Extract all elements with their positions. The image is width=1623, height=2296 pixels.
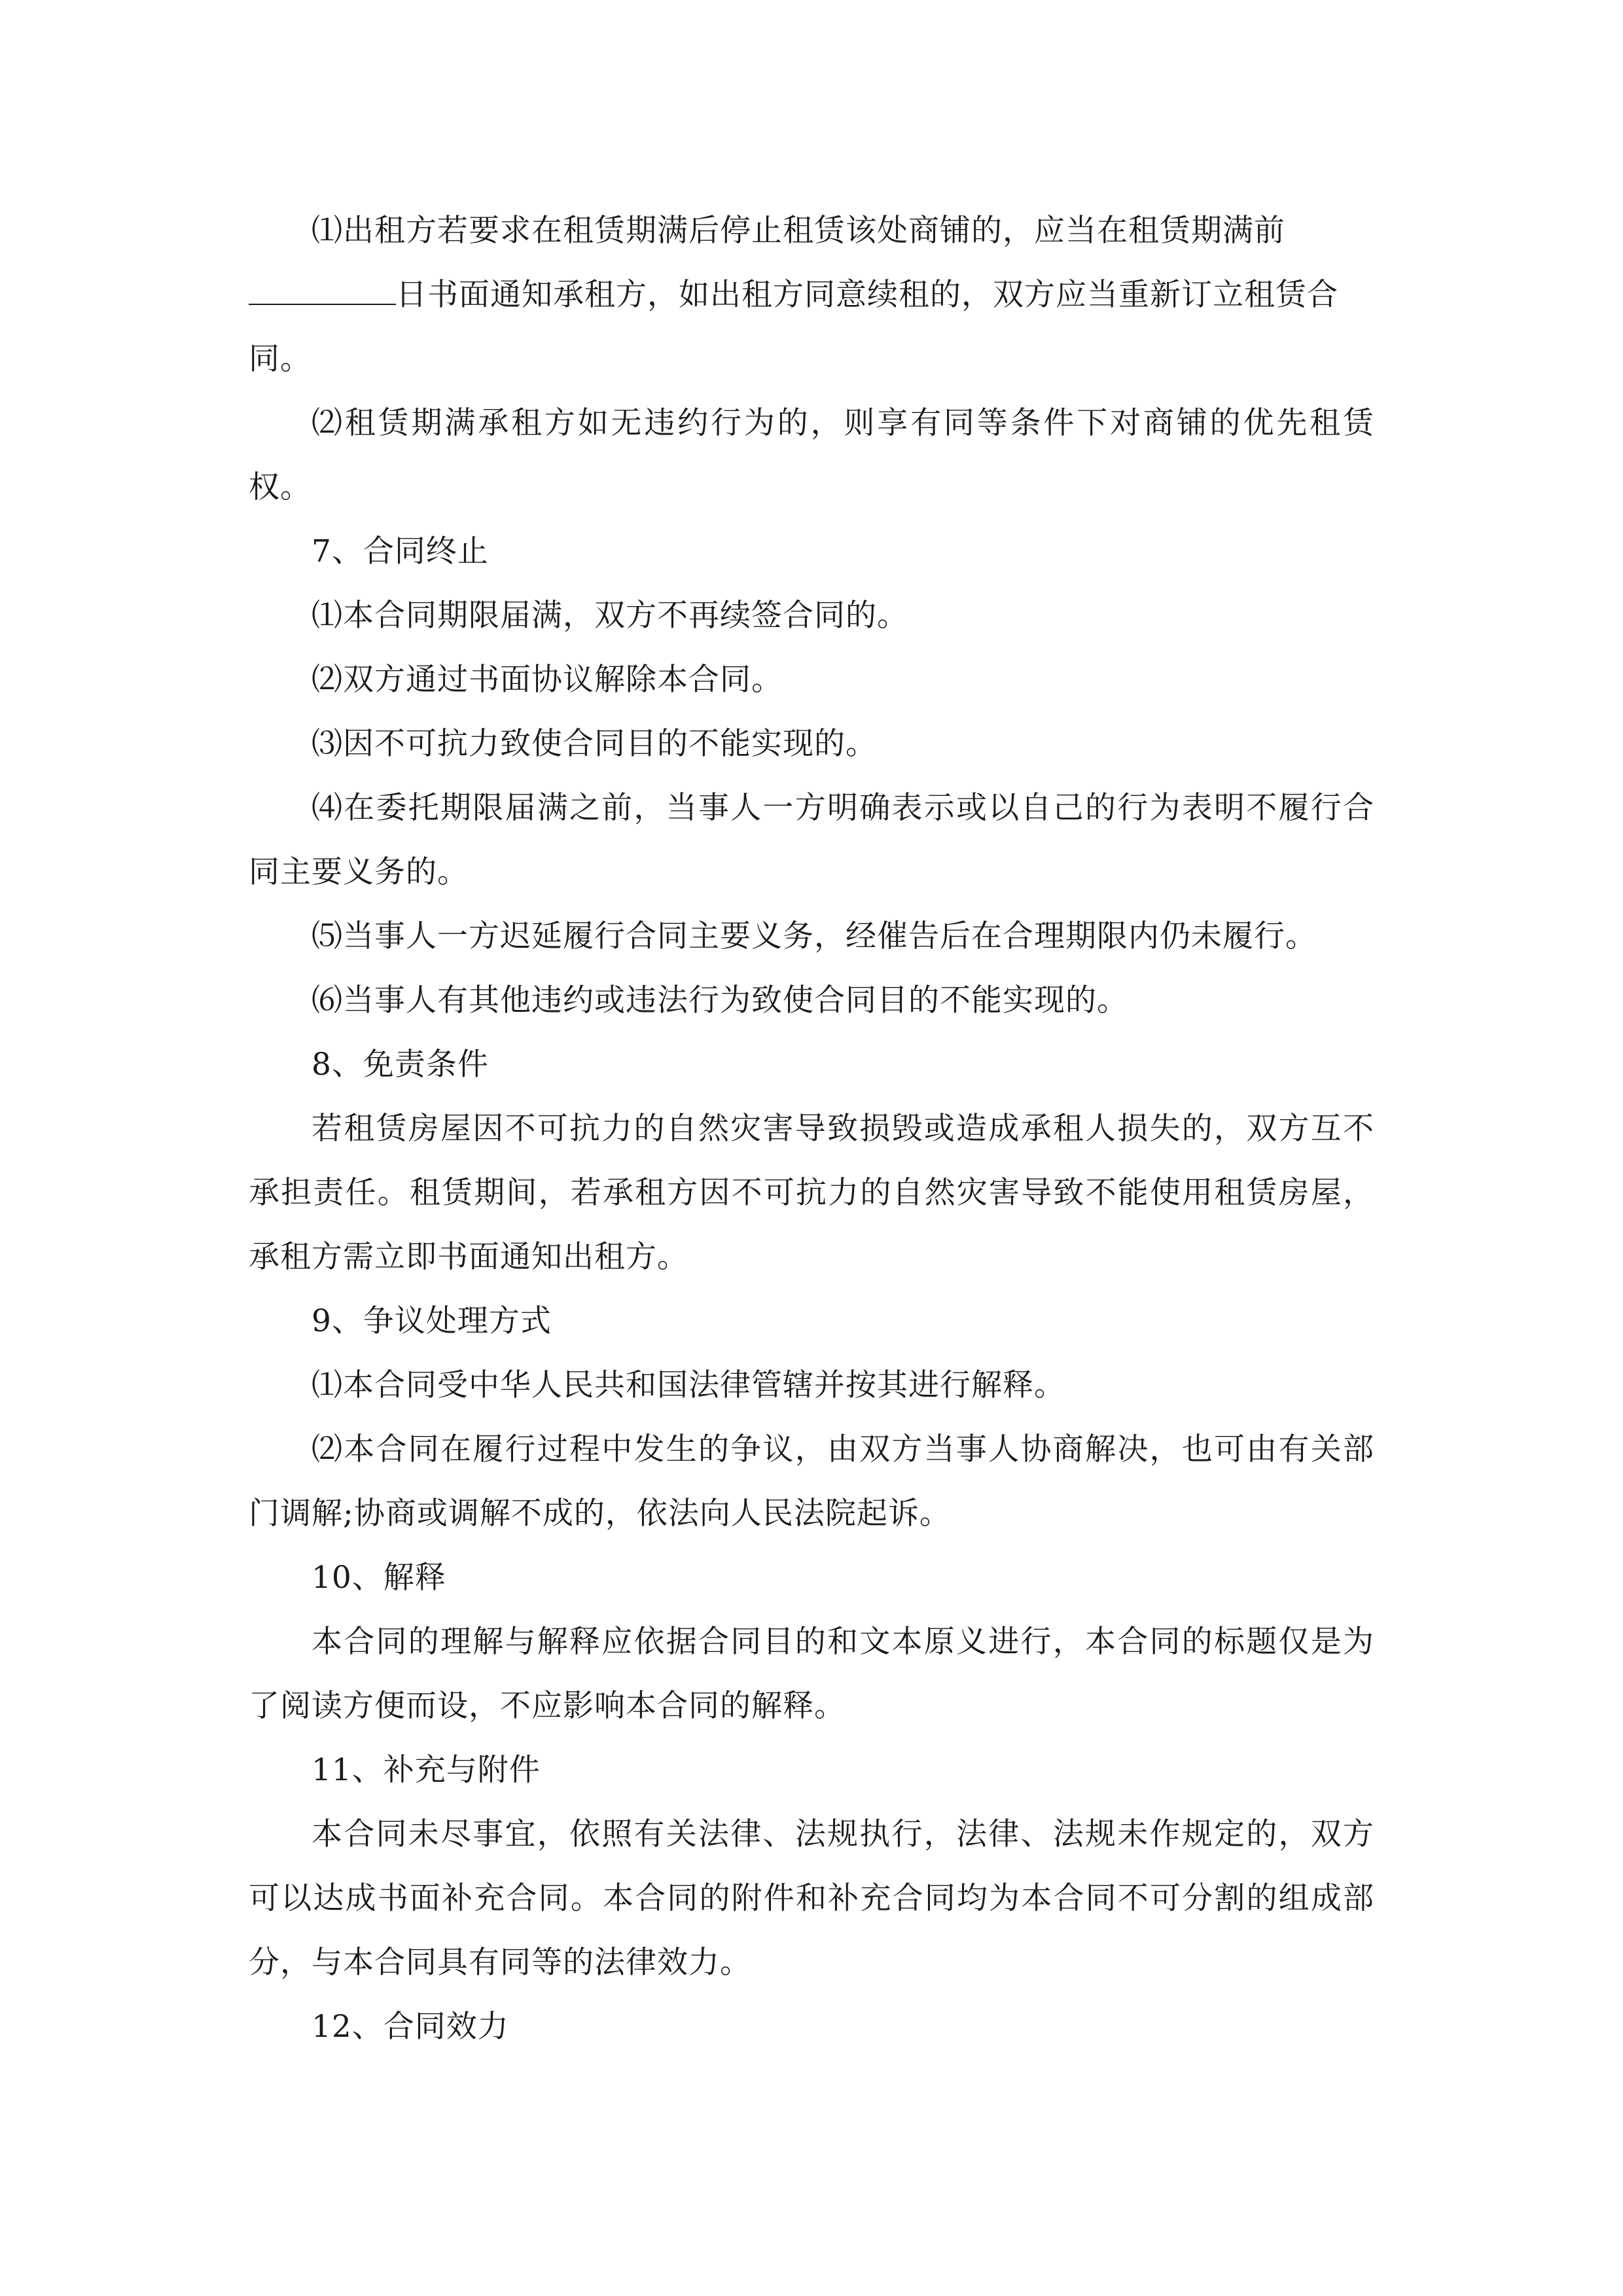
clause-12-heading: 12、合同效力 bbox=[312, 2009, 509, 2045]
clause-11-heading: 11、补充与附件 bbox=[312, 1752, 541, 1788]
clause-7-item-6: ⑹当事人有其他违约或违法行为致使合同目的不能实现的。 bbox=[312, 982, 1128, 1018]
clause-6-item-1-line-1: ⑴出租方若要求在租赁期满后停止租赁该处商铺的，应当在租赁期满前 bbox=[312, 213, 1285, 249]
clause-6-item-1-line-2-text: 日书面通知承租方，如出租方同意续租的，双方应当重新订立租赁合 bbox=[396, 277, 1338, 313]
clause-8-body: 若租赁房屋因不可抗力的自然灾害导致损毁或造成承租人损失的，双方互不承担责任。租赁期间，若承租方因不可抗力的自然灾害导致不能使用租赁房屋，承租方需立即书面通知出租方。 bbox=[249, 1111, 1374, 1275]
document-body bbox=[249, 199, 1374, 2059]
clause-6-item-1-line-2 bbox=[249, 263, 1374, 327]
clause-10-body: 本合同的理解与解释应依据合同目的和文本原义进行，本合同的标题仅是为了阅读方便而设，不应影响本合同的解释。 bbox=[249, 1624, 1374, 1724]
clause-9-heading: 9、争议处理方式 bbox=[312, 1303, 552, 1339]
clause-7-item-2: ⑵双方通过书面协议解除本合同。 bbox=[312, 662, 783, 698]
clause-9-item-1: ⑴本合同受中华人民共和国法律管辖并按其进行解释。 bbox=[312, 1367, 1065, 1403]
clause-10-heading: 10、解释 bbox=[312, 1560, 446, 1596]
clause-7-item-1: ⑴本合同期限届满，双方不再续签合同的。 bbox=[312, 598, 908, 634]
clause-6-item-1-line-3: 同。 bbox=[249, 341, 312, 377]
clause-8-heading: 8、免责条件 bbox=[312, 1047, 489, 1083]
clause-11-body: 本合同未尽事宜，依照有关法律、法规执行，法律、法规未作规定的，双方可以达成书面补充合同。本合同的附件和补充合同均为本合同不可分割的组成部分，与本合同具有同等的法律效力。 bbox=[249, 1816, 1374, 1981]
clause-7-item-5: ⑸当事人一方迟延履行合同主要义务，经催告后在合理期限内仍未履行。 bbox=[312, 918, 1317, 954]
clause-9-item-2: ⑵本合同在履行过程中发生的争议，由双方当事人协商解决，也可由有关部门调解;协商或调解不成的，依法向人民法院起诉。 bbox=[249, 1431, 1374, 1532]
clause-6-item-2: ⑵租赁期满承租方如无违约行为的，则享有同等条件下对商铺的优先租赁权。 bbox=[249, 405, 1374, 505]
clause-7-heading: 7、合同终止 bbox=[312, 533, 489, 569]
clause-7-item-4: ⑷在委托期限届满之前，当事人一方明确表示或以自己的行为表明不履行合同主要义务的。 bbox=[249, 790, 1374, 890]
fill-in-blank-days[interactable] bbox=[249, 274, 396, 305]
clause-7-item-3: ⑶因不可抗力致使合同目的不能实现的。 bbox=[312, 726, 877, 762]
